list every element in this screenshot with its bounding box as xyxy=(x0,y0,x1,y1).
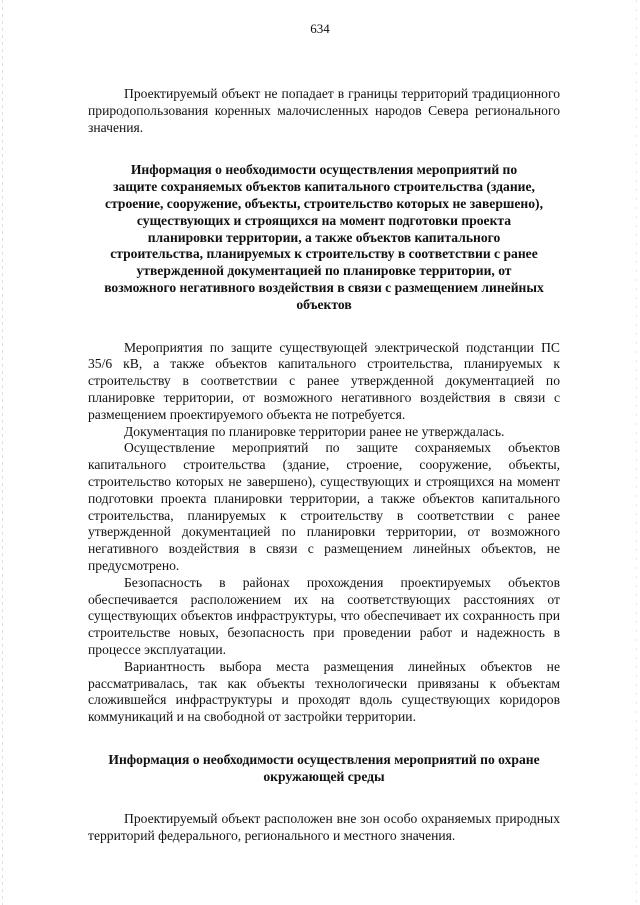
paragraph-safety: Безопасность в районах прохождения проектируемых объектов обеспечивается расположением их на соответствующих расстояниях от существующих объектов инфраструктуры, что обеспечивает их сохранность при строительстве новых, безопасность при проведении работ и надежность в процессе эксплуатации. xyxy=(88,574,560,657)
paragraph-protected-areas: Проектируемый объект расположен вне зон особо охраняемых природных территорий федерального, регионального и местного значения. xyxy=(88,811,560,844)
heading-line: планировки территории, а также объектов капитального xyxy=(147,229,501,245)
paragraph-variants: Вариантность выбора места размещения линейных объектов не рассматривалась, так как объекты технологически привязаны к объектам сложившейся инфраструктуры и проходят вдоль существующих коридоров коммуникаций и на свободной от застройки территории. xyxy=(88,658,560,725)
scan-edge-left xyxy=(2,0,3,905)
document-body xyxy=(88,86,560,845)
scan-edge-right xyxy=(636,0,637,905)
paragraph-substation: Мероприятия по защите существующей электрической подстанции ПС 35/6 кВ, а также объектов капитального строительства, планируемых к строительству в соответствии с ранее утвержденной документацией по планировке территории, от возможного негативного воздействия в связи с размещением проектируемого объекта не потребуется. xyxy=(88,339,560,422)
intro-paragraph: Проектируемый объект не попадает в границы территорий традиционного природопользования коренных малочисленных народов Севера регионального значения. xyxy=(88,86,560,135)
heading-line: возможного негативного воздействия в связи с размещением линейных xyxy=(104,279,544,295)
paragraph-measures: Осуществление мероприятий по защите сохраняемых объектов капитального строительства (здание, строение, сооружение, объекты, строительство которых не завершено), существующих и строящихся на момент подготовки проекта планировки территории, а также объектов капитального строительства, планируемых к строительству в соответствии с ранее утвержденной документацией по планировки территории, от возможного негативного воздействия в связи с размещением линейных объектов, не предусмотрено. xyxy=(88,440,560,573)
heading-line: защите сохраняемых объектов капитального строительства (здание, xyxy=(113,179,535,195)
heading-line: объектов xyxy=(296,296,352,312)
heading-environment-protection: Информация о необходимости осуществления мероприятий по охране окружающей среды xyxy=(108,751,540,784)
page-number: 634 xyxy=(310,21,330,36)
paragraph-documentation: Документация по планировке территории ранее не утверждалась. xyxy=(124,423,505,439)
heading-line: Информация о необходимости осуществления мероприятий по xyxy=(130,162,518,178)
heading-capital-construction-protection xyxy=(88,162,560,313)
heading-line: строительства, планируемых к строительству в соответствии с ранее xyxy=(110,246,538,262)
heading-line: строение, сооружение, объекты, строительство которых не завершено), xyxy=(105,195,543,211)
heading-line: утвержденной документацией по планировке территории, от xyxy=(136,263,512,279)
heading-line: существующих и строящихся на момент подготовки проекта xyxy=(136,212,512,228)
